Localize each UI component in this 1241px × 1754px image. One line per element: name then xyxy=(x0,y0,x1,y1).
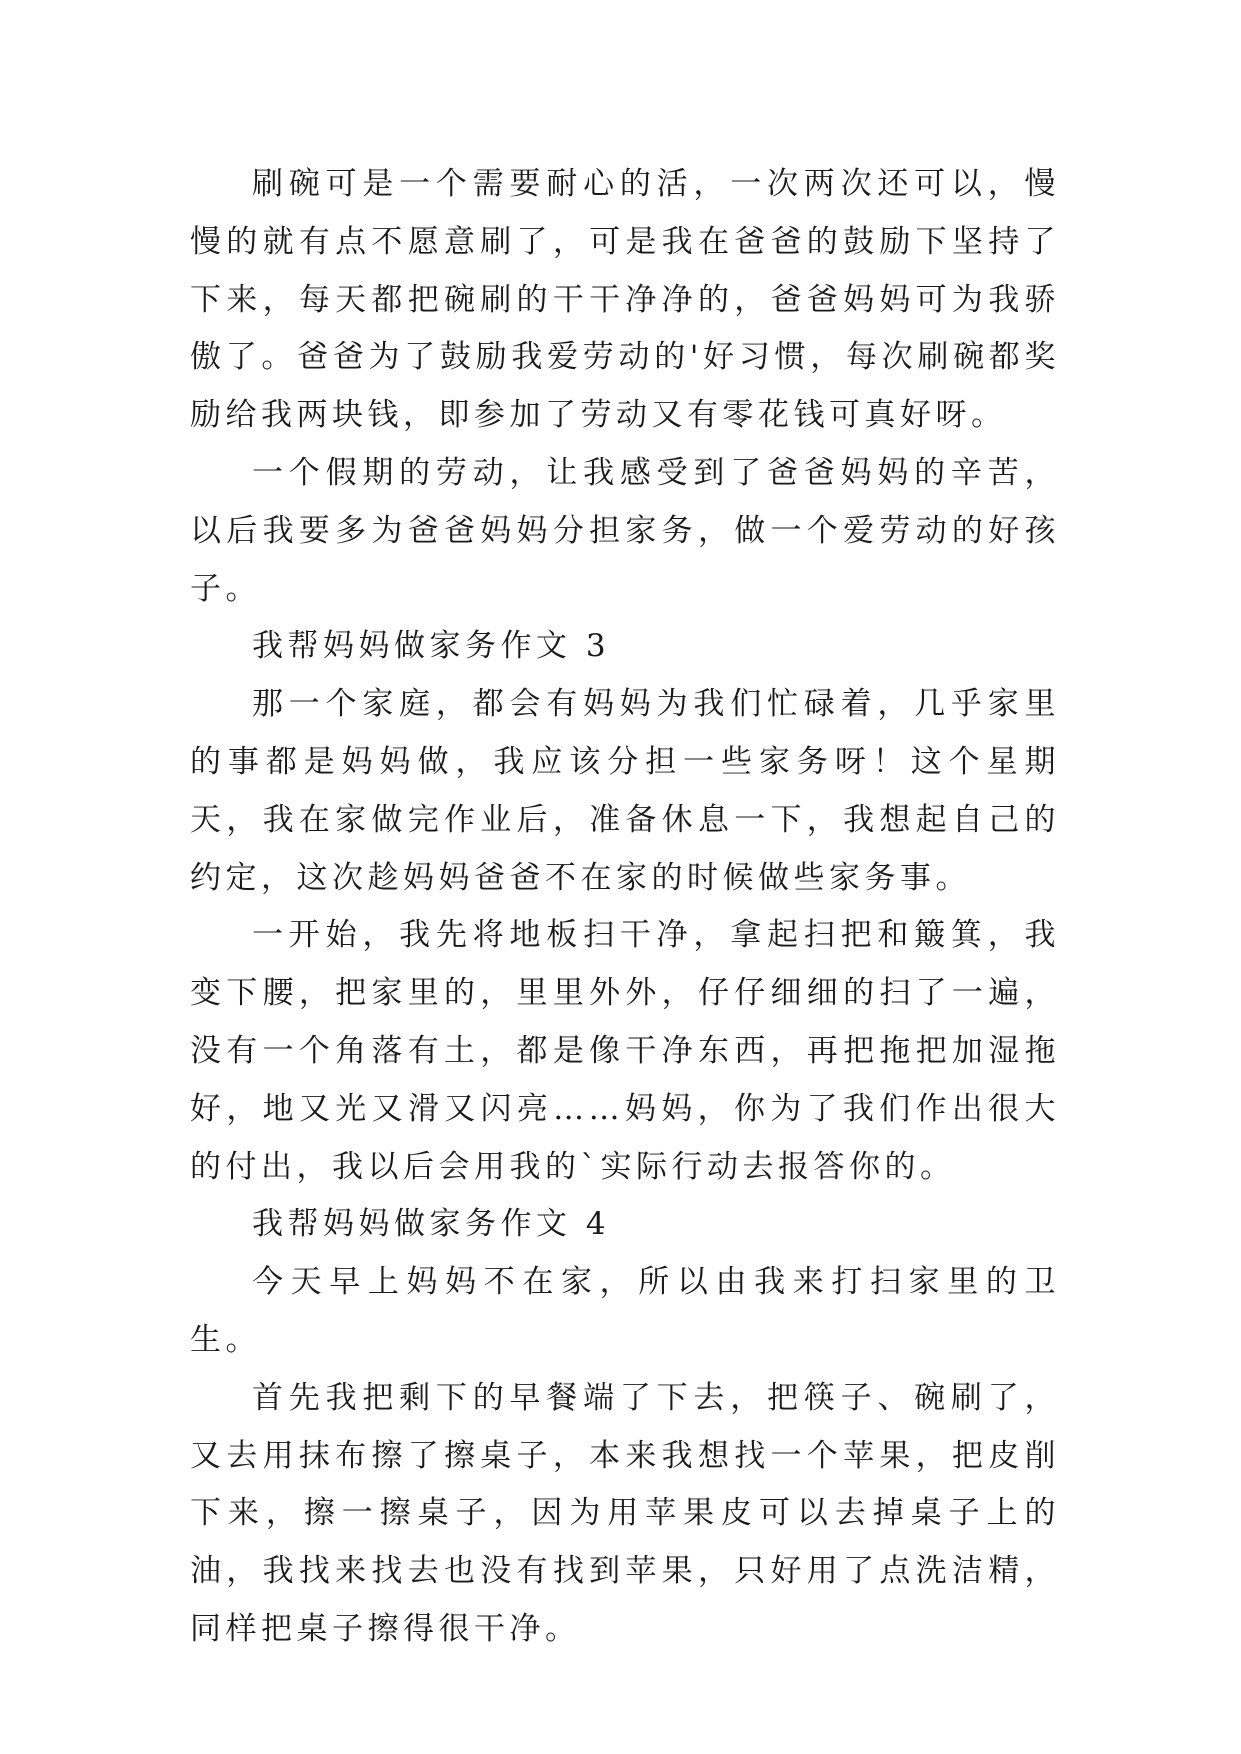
paragraph-family: 那一个家庭，都会有妈妈为我们忙碌着，几乎家里的事都是妈妈做，我应该分担一些家务呀！这个星期天，我在家做完作业后，准备休息一下，我想起自己的约定，这次趁妈妈爸爸不在家的时候做些家务事。 xyxy=(190,686,1060,896)
essay-heading-3: 我帮妈妈做家务作文 3 xyxy=(252,628,611,665)
paragraph-sweeping: 一开始，我先将地板扫干净，拿起扫把和簸箕，我变下腰，把家里的，里里外外，仔仔细细的扫了一遍，没有一个角落有土，都是像干净东西，再把拖把加湿拖好，地又光又滑又闪亮……妈妈，你为了我们作出很大的付出，我以后会用我的`实际行动去报答你的。 xyxy=(190,917,1060,1185)
paragraph-table-cleaning: 首先我把剩下的早餐端了下去，把筷子、碗刷了，又去用抹布擦了擦桌子，本来我想找一个苹果，把皮削下来，擦一擦桌子，因为用苹果皮可以去掉桌子上的油，我找来找去也没有找到苹果，只好用了点洗洁精，同样把桌子擦得很干净。 xyxy=(190,1379,1060,1647)
paragraph-morning: 今天早上妈妈不在家，所以由我来打扫家里的卫生。 xyxy=(190,1264,1060,1358)
document-body xyxy=(190,156,1060,1659)
essay-heading-4: 我帮妈妈做家务作文 4 xyxy=(252,1206,611,1243)
paragraph-holiday-labor: 一个假期的劳动，让我感受到了爸爸妈妈的辛苦，以后我要多为爸爸妈妈分担家务，做一个爱劳动的好孩子。 xyxy=(190,454,1060,607)
paragraph-dishwashing: 刷碗可是一个需要耐心的活，一次两次还可以，慢慢的就有点不愿意刷了，可是我在爸爸的鼓励下坚持了下来，每天都把碗刷的干干净净的，爸爸妈妈可为我骄傲了。爸爸为了鼓励我爱劳动的'好习惯，每次刷碗都奖励给我两块钱，即参加了劳动又有零花钱可真好呀。 xyxy=(190,166,1060,434)
